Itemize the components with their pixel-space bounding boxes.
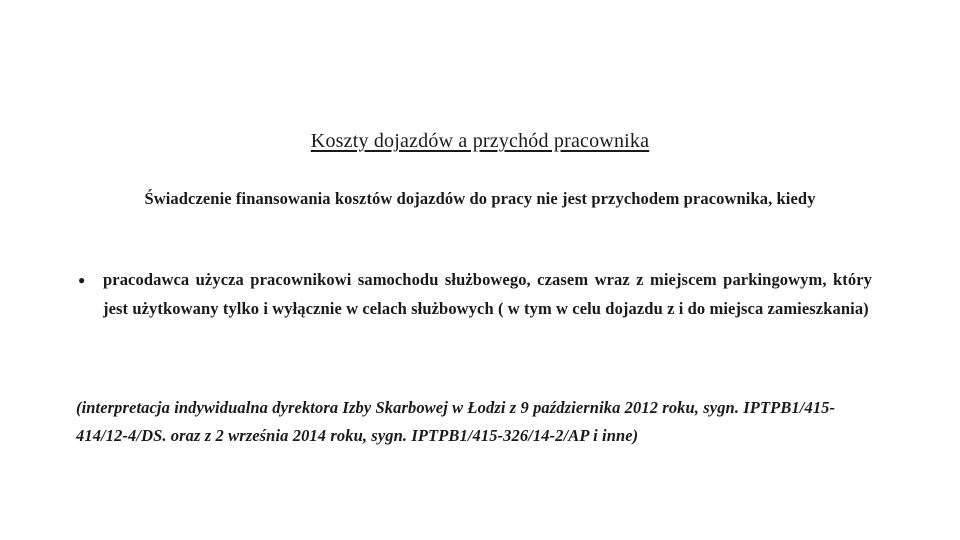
bullet-text: pracodawca użycza pracownikowi samochodu służbowego, czasem wraz z miejscem parkingowym, który jest użytkowany tylko i wyłącznie w celach służbowych ( w tym w celu dojazdu z i do miejsca zamieszkania) <box>103 270 872 318</box>
slide-title: Koszty dojazdów a przychód pracownika <box>310 130 650 152</box>
slide-subtitle: Świadczenie finansowania kosztów dojazdów do pracy nie jest przychodem pracownika, kiedy <box>144 189 816 208</box>
bullet-list <box>76 266 872 323</box>
bullet-dot-icon: ● <box>78 273 86 287</box>
list-item <box>76 266 872 323</box>
interpretation-note: (interpretacja indywidualna dyrektora Izby Skarbowej w Łodzi z 9 października 2012 roku, sygn. IPTPB1/415-414/12-4/DS. oraz z 2 września 2014 roku, sygn. IPTPB1/415-326/14-2/AP i inne) <box>76 398 836 445</box>
